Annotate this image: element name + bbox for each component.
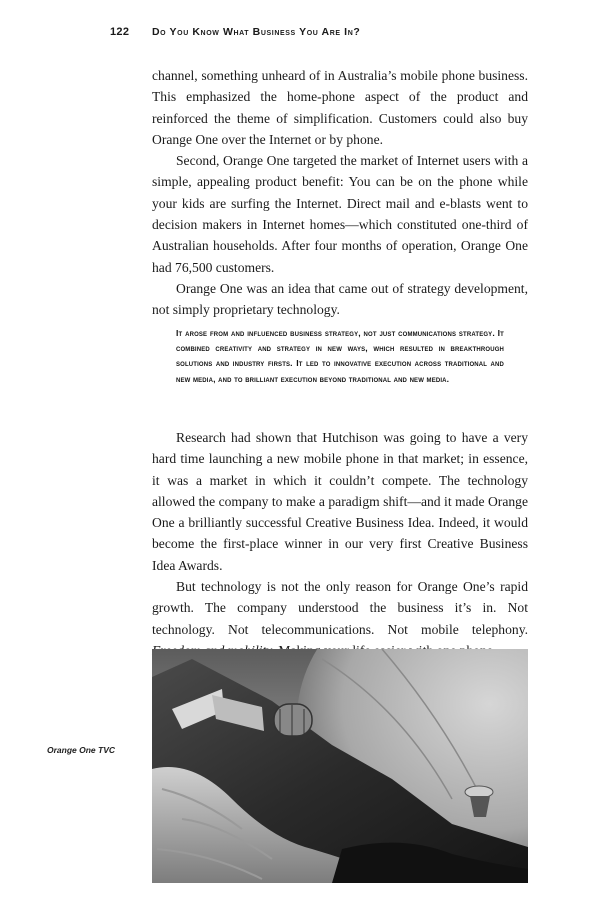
paragraph: Orange One was an idea that came out of strategy development, not simply proprietary technology.	[152, 280, 528, 318]
text-run: But technology is not the only reason for Orange One’s rapid growth. The company understood the business it’s in. Not technology. Not telecommunications. Not mobile telephony.	[152, 579, 528, 637]
chapter-title: Do You Know What Business You Are In?	[152, 26, 361, 38]
figure-caption: Orange One TVC	[47, 745, 116, 755]
body-text	[152, 65, 528, 321]
body-text-continued	[152, 427, 528, 661]
figure-photo	[152, 649, 528, 883]
page-number: 122	[110, 26, 130, 38]
paragraph: Second, Orange One targeted the market of Internet users with a simple, appealing product benefit: You can be on the phone while your kids are surfing the Internet. Direct mail and e-blasts went to decision makers in Internet homes—which constituted one-third of Australian households. After four months of operation, Orange One had 76,500 customers.	[152, 153, 528, 275]
photo-illustration	[152, 649, 528, 883]
paragraph: Research had shown that Hutchison was going to have a very hard time launching a new mobile phone in that market; in essence, it was a market in which it couldn’t compete. The technology allowed the company to make a paradigm shift—and it made Orange One a brilliantly successful Creative Business Idea. Indeed, it would become the first-place winner in our very first Creative Business Idea Awards.	[152, 430, 528, 573]
paragraph: channel, something unheard of in Australia’s mobile phone business. This emphasized the home-phone aspect of the product and reinforced the theme of simplification. Customers could also buy Orange One over the Internet or by phone.	[152, 68, 528, 147]
pull-quote: It arose from and influenced business strategy, not just communications strategy. It combined creativity and strategy in new ways, which resulted in breakthrough solutions and industry firsts. It led to innovative execution across traditional and new media, and to brilliant execution beyond traditional and new media.	[176, 328, 504, 384]
running-head	[0, 26, 600, 42]
